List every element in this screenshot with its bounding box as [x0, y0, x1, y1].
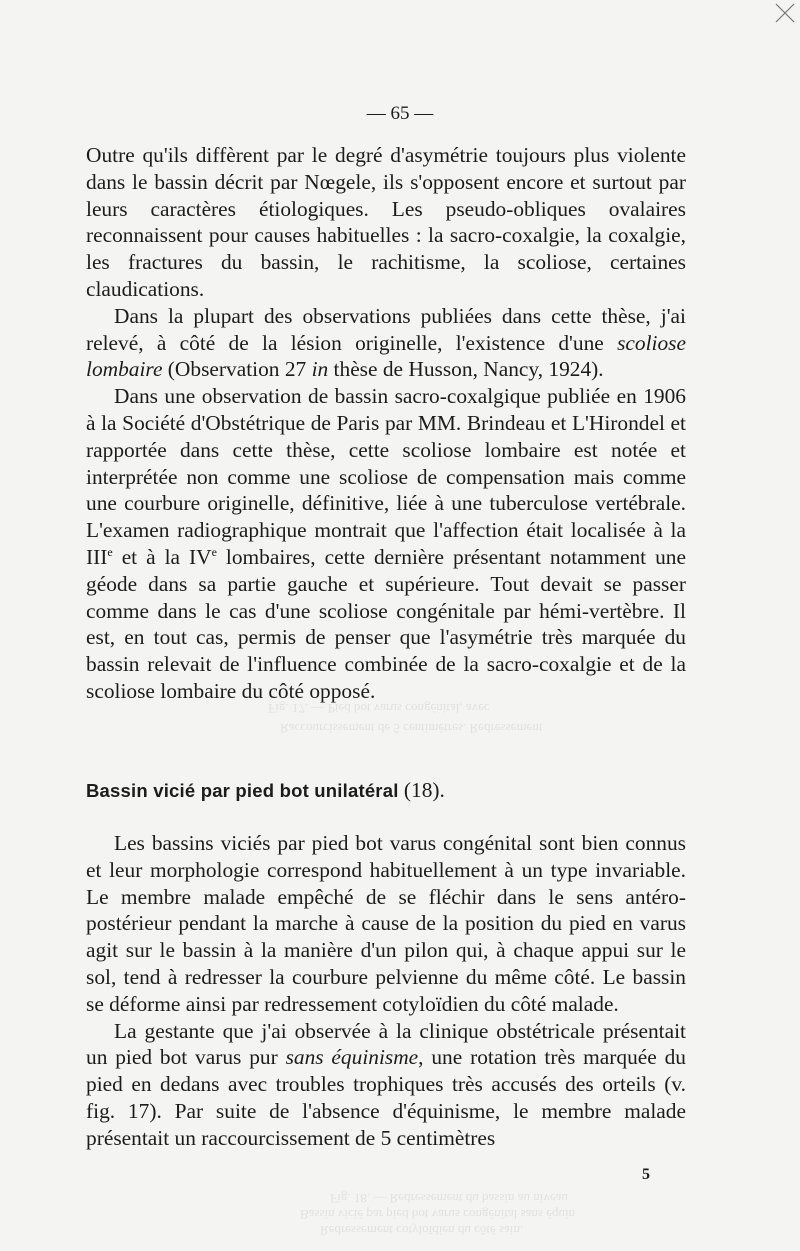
paragraph-4: Les bassins viciés par pied bot varus congénital sont bien connus et leur morphologie correspond habituellement à un type invariable. Le membre malade empêché de se fléchir dans le sens antéro-postérieur pendant la marche à cause de la position du pied en varus agit sur le bassin à la manière d'un pilon qui, à chaque appui sur le sol, tend à redresser la courbure pelvienne du même côté. Le bassin se déforme ainsi par redressement cotyloïdien du côté malade.	[86, 831, 686, 1016]
text-block-bottom	[86, 830, 686, 1152]
text-block-top	[86, 142, 686, 705]
signature-mark: 5	[642, 1166, 650, 1183]
paragraph-2: Dans la plupart des observations publiées dans cette thèse, j'ai relevé, à côté de la lésion originelle, l'existence d'une scoliose lombaire (Observation 27 in thèse de Husson, Nancy, 1924).	[86, 303, 686, 382]
bleed-through-line: Redressement cotyloïdien du côté sain.	[320, 1223, 524, 1238]
bleed-through-line: Fig. 17. — Pied bot varus congénital, avec	[268, 701, 490, 716]
page-number: — 65 —	[366, 103, 434, 124]
paragraph-5: La gestante que j'ai observée à la clinique obstétricale présentait un pied bot varus pur sans équinisme, une rotation très marquée du pied en dedans avec troubles trophiques très accusés des orteils (v. fig. 17). Par suite de l'absence d'équinisme, le membre malade présentait un raccourcissement de 5 centimètres	[86, 1018, 687, 1150]
bleed-through-line: Bassin vicié par pied bot varus congénital sans équin	[300, 1207, 576, 1222]
paragraph-1: Outre qu'ils diffèrent par le degré d'asymétrie toujours plus violente dans le bassin décrit par Nœgele, ils s'opposent encore et surtout par leurs caractères étiologiques. Les pseudo-obliques ovalaires reconnaissent pour causes habituelles : la sacro-coxalgie, la coxalgie, les fractures du bassin, le rachitisme, la scoliose, certaines claudications.	[86, 143, 686, 301]
bleed-through-line: Fig. 18. — Redressement du bassin au niveau	[330, 1191, 568, 1206]
paragraph-3: Dans une observation de bassin sacro-coxalgique publiée en 1906 à la Société d'Obstétrique de Paris par MM. Brindeau et L'Hirondel et rapportée dans cette thèse, cette scoliose lombaire est notée et interprétée non comme une scoliose de compensation mais comme une courbure originelle, définitive, liée à une tuberculose vertébrale. L'examen radiographique montrait que l'affection était localisée à la IIIe et à la IVe lombaires, cette dernière présentant notamment une géode dans sa partie gauche et supérieure. Tout devait se passer comme dans le cas d'une scoliose congénitale par hémi-vertèbre. Il est, en tout cas, permis de penser que l'asymétrie très marquée du bassin relevait de l'influence combinée de la sacro-coxalgie et de la scoliose lombaire du côté opposé.	[86, 384, 686, 703]
section-heading: Bassin vicié par pied bot unilatéral (18).	[86, 778, 445, 802]
corner-scan-mark	[774, 2, 796, 24]
bleed-through-line: Raccourcissement de 5 centimètres. Redressement	[280, 721, 543, 736]
